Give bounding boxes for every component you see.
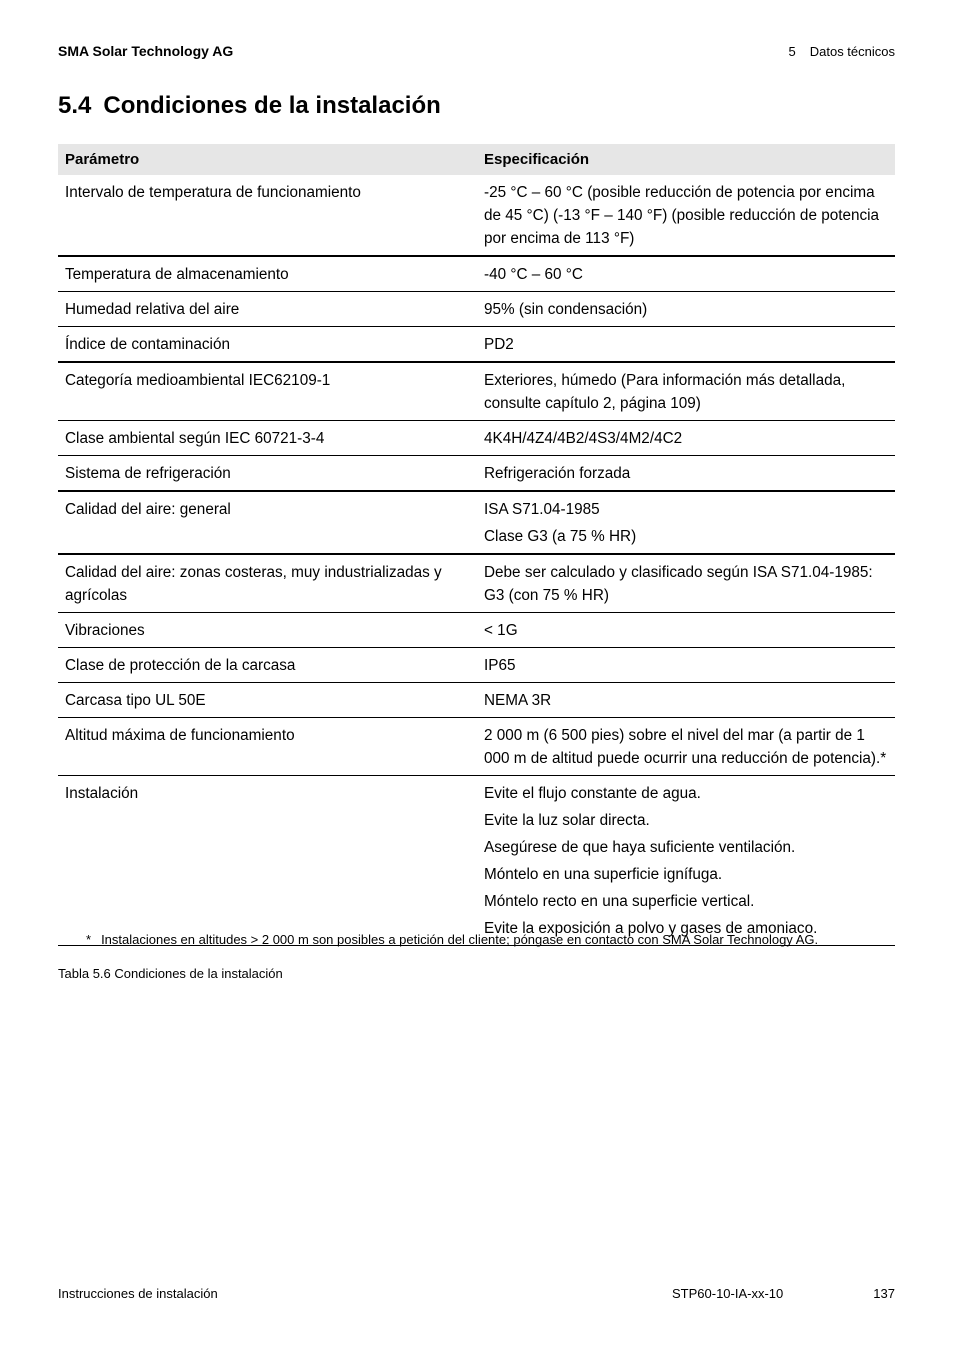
parameter-cell: Temperatura de almacenamiento [58, 256, 477, 292]
table-row [58, 648, 895, 683]
specification-cell [477, 491, 895, 554]
specification-line: Clase G3 (a 75 % HR) [484, 528, 637, 545]
specification-line: Evite la exposición a polvo y gases de amoniaco. [484, 920, 818, 937]
footer-doc-id: STP60-10-IA-xx-10 [672, 1286, 784, 1301]
parameter-cell: Calidad del aire: general [58, 491, 477, 554]
parameter-cell: Altitud máxima de funcionamiento [58, 718, 477, 776]
footer-doc-type: Instrucciones de instalación [58, 1286, 218, 1301]
parameter-cell: Índice de contaminación [58, 327, 477, 363]
chapter-number: 5 [788, 44, 796, 59]
chapter-title: Datos técnicos [809, 44, 895, 59]
specification-cell [477, 421, 895, 456]
page-number: 137 [873, 1286, 895, 1301]
parameter-cell: Vibraciones [58, 613, 477, 648]
section-number: 5.4 [58, 92, 92, 119]
specification-line: Móntelo recto en una superficie vertical. [484, 893, 755, 910]
parameter-cell: Humedad relativa del aire [58, 292, 477, 327]
header-company: SMA Solar Technology AG [58, 43, 234, 59]
specification-line: Evite el flujo constante de agua. [484, 785, 701, 802]
table-caption: Tabla 5.6 Condiciones de la instalación [58, 966, 283, 981]
column-header-specification: Especificación [477, 144, 895, 175]
header-chapter [789, 44, 896, 59]
footnote-text: Instalaciones en altitudes > 2 000 m son posibles a petición del cliente; póngase en contacto con SMA Solar Technology AG. [101, 932, 819, 947]
parameter-cell: Clase ambiental según IEC 60721-3-4 [58, 421, 477, 456]
specification-line: ISA S71.04-1985 [484, 501, 600, 518]
specification-line: Exteriores, húmedo (Para información más detallada, consulte capítulo 2, página 109) [484, 372, 846, 412]
column-header-parameter: Parámetro [58, 144, 477, 175]
table-row [58, 776, 895, 946]
specification-line: Asegúrese de que haya suficiente ventilación. [484, 839, 796, 856]
table-row [58, 256, 895, 292]
table-row [58, 362, 895, 421]
parameter-cell: Categoría medioambiental IEC62109-1 [58, 362, 477, 421]
specification-line: Debe ser calculado y clasificado según ISA S71.04-1985: G3 (con 75 % HR) [484, 564, 873, 604]
specification-cell [477, 327, 895, 363]
specification-cell [477, 256, 895, 292]
specification-cell [477, 554, 895, 613]
table-row [58, 554, 895, 613]
table-row [58, 718, 895, 776]
specification-line: IP65 [484, 657, 516, 674]
specification-cell [477, 718, 895, 776]
specification-line: -40 °C – 60 °C [484, 266, 583, 283]
specification-line: 4K4H/4Z4/4B2/4S3/4M2/4C2 [484, 430, 683, 447]
table-row [58, 421, 895, 456]
specification-cell [477, 362, 895, 421]
specification-cell [477, 776, 895, 946]
table-header-row [58, 144, 895, 175]
specification-cell [477, 456, 895, 492]
parameter-cell: Clase de protección de la carcasa [58, 648, 477, 683]
specification-line: Refrigeración forzada [484, 465, 631, 482]
parameter-cell: Calidad del aire: zonas costeras, muy industrializadas y agrícolas [58, 554, 477, 613]
table-row [58, 613, 895, 648]
table-row [58, 175, 895, 256]
specification-cell [477, 175, 895, 256]
specification-cell [477, 648, 895, 683]
parameter-cell: Carcasa tipo UL 50E [58, 683, 477, 718]
specification-line: PD2 [484, 336, 514, 353]
specification-line: Móntelo en una superficie ignífuga. [484, 866, 723, 883]
parameter-cell: Instalación [58, 776, 477, 946]
section-title: Condiciones de la instalación [103, 92, 441, 119]
specification-line: 95% (sin condensación) [484, 301, 648, 318]
footnote-mark: * [86, 932, 92, 947]
installation-conditions-table [58, 144, 895, 946]
parameter-cell: Intervalo de temperatura de funcionamiento [58, 175, 477, 256]
table-row [58, 292, 895, 327]
section-heading [58, 92, 441, 120]
specification-cell [477, 613, 895, 648]
specification-line: NEMA 3R [484, 692, 552, 709]
specification-line: Evite la luz solar directa. [484, 812, 650, 829]
footnote [86, 932, 818, 947]
table-row [58, 491, 895, 554]
specification-cell [477, 292, 895, 327]
specification-cell [477, 683, 895, 718]
specification-line: -25 °C – 60 °C (posible reducción de potencia por encima de 45 °C) (-13 °F – 140 °F) (posible reducción de potencia por encima de 113 °F) [484, 184, 880, 247]
specification-line: < 1G [484, 622, 518, 639]
parameter-cell: Sistema de refrigeración [58, 456, 477, 492]
table-row [58, 456, 895, 492]
table-row [58, 327, 895, 363]
table-row [58, 683, 895, 718]
specification-line: 2 000 m (6 500 pies) sobre el nivel del mar (a partir de 1 000 m de altitud puede ocurrir una reducción de potencia).* [484, 727, 887, 767]
